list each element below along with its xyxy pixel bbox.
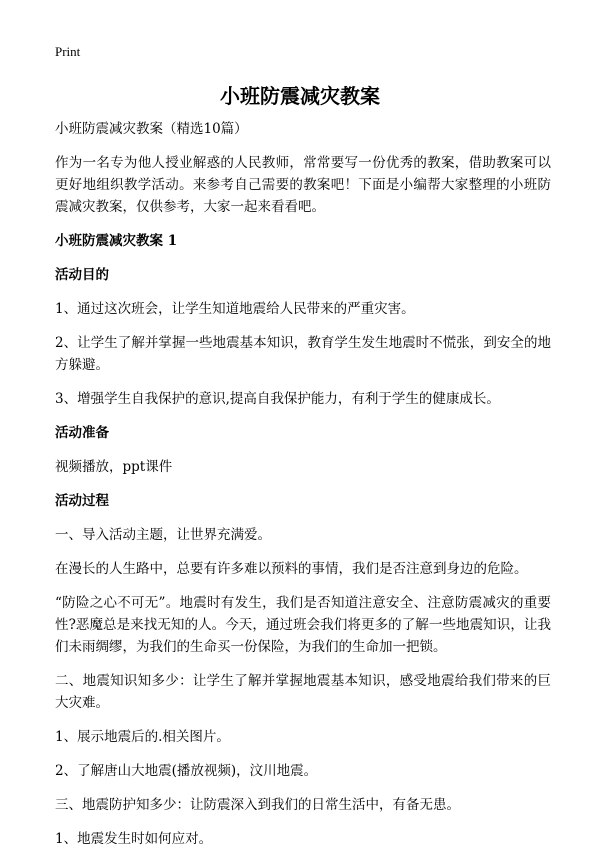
preparation-text: 视频播放，ppt课件 bbox=[55, 459, 173, 475]
print-link[interactable]: Print bbox=[55, 44, 81, 59]
process-step-1-detail: 在漫长的人生路中，总要有许多难以预料的事情，我们是否注意到身边的危险。 bbox=[55, 561, 528, 577]
heading-process: 活动过程 bbox=[55, 493, 109, 509]
intro-paragraph: 作为一名专为他人授业解惑的人民教师，常常要写一份优秀的教案，借助教案可以更好地组织教学活动。来参考自己需要的教案吧！下面是小编帮大家整理的小班防震减灾教案，仅供参考，大家一起来看看吧。 bbox=[55, 155, 551, 215]
objective-2: 2、让学生了解并掌握一些地震基本知识，教育学生发生地震时不慌张，到安全的地方躲避。 bbox=[55, 335, 551, 373]
process-step-3-item-1: 1、地震发生时如何应对。 bbox=[55, 831, 213, 847]
process-step-2-item-2: 2、了解唐山大地震(播放视频)，汶川地震。 bbox=[55, 763, 318, 779]
document-title: 小班防震减灾教案 bbox=[220, 84, 380, 108]
document-body bbox=[55, 118, 551, 862]
heading-preparation: 活动准备 bbox=[55, 425, 109, 441]
section-heading-plan-1: 小班防震减灾教案 1 bbox=[55, 233, 178, 249]
subtitle-line: 小班防震减灾教案（精选10篇） bbox=[55, 121, 248, 137]
heading-objectives: 活动目的 bbox=[55, 267, 109, 283]
process-step-1-quote: “防险之心不可无”。地震时有发生，我们是否知道注意安全、注意防震减灾的重要性?恶魔总是来找无知的人。今天，通过班会我们将更多的了解一些地震知识，让我们未雨绸缪，为我们的生命买一份保险，为我们的生命加一把锁。 bbox=[55, 595, 551, 655]
process-step-2-item-1: 1、展示地震后的.相关图片。 bbox=[55, 729, 230, 745]
objective-3: 3、增强学生自我保护的意识,提高自我保护能力，有利于学生的健康成长。 bbox=[55, 391, 500, 407]
process-step-2: 二、地震知识知多少：让学生了解并掌握地震基本知识，感受地震给我们带来的巨大灾难。 bbox=[55, 673, 551, 711]
objective-1: 1、通过这次班会，让学生知道地震给人民带来的严重灾害。 bbox=[55, 301, 415, 317]
process-step-3: 三、地震防护知多少：让防震深入到我们的日常生活中，有备无患。 bbox=[55, 797, 460, 813]
process-step-1: 一、导入活动主题，让世界充满爱。 bbox=[55, 527, 271, 543]
